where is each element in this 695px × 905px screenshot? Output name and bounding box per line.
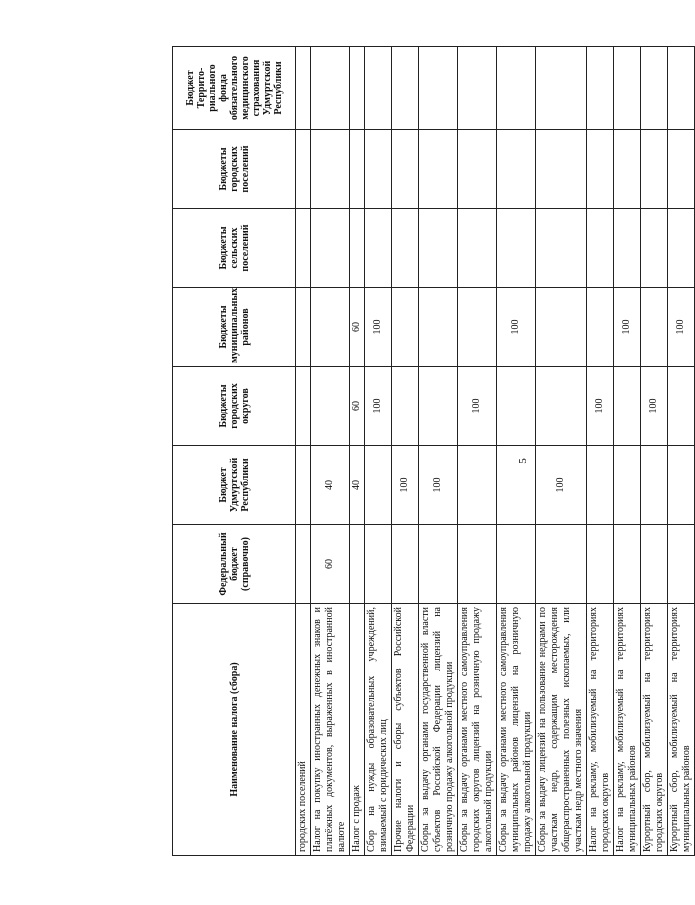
percentage-cell: [311, 130, 350, 209]
percentage-cell: [587, 288, 614, 367]
percentage-cell: [497, 367, 536, 446]
table-body: [296, 47, 695, 856]
percentage-cell: [536, 209, 587, 288]
percentage-cell: [458, 130, 497, 209]
rotated-table-container: [172, 48, 692, 856]
percentage-cell: 100: [458, 367, 497, 446]
percentage-cell: [497, 525, 536, 604]
percentage-cell: [668, 446, 695, 525]
percentage-cell: [614, 367, 641, 446]
table-row: [668, 47, 695, 856]
percentage-cell: 60: [350, 288, 365, 367]
percentage-cell: [350, 130, 365, 209]
tax-name-cell: Курортный сбор, мобилизуемый на территориях городских округов: [641, 604, 668, 856]
header-rural-settlements: Бюджеты сельских поселений: [173, 209, 296, 288]
percentage-cell: [614, 446, 641, 525]
percentage-cell: [614, 47, 641, 130]
header-municipal-districts: Бюджеты муниципальных районов: [173, 288, 296, 367]
percentage-cell: 100: [497, 288, 536, 367]
table-row: [419, 47, 458, 856]
percentage-cell: [365, 130, 392, 209]
header-udmurt-budget: Бюджет Удмуртской Республики: [173, 446, 296, 525]
table-row: [365, 47, 392, 856]
percentage-cell: [458, 525, 497, 604]
percentage-cell: [641, 446, 668, 525]
percentage-cell: [350, 525, 365, 604]
percentage-cell: [668, 367, 695, 446]
header-medical-insurance-fund: Бюджет Террито-риального фонда обязательного медицинского страхования Удмуртской Республики: [173, 47, 296, 130]
percentage-cell: [458, 446, 497, 525]
percentage-cell: 40: [311, 446, 350, 525]
percentage-cell: [587, 525, 614, 604]
percentage-cell: [419, 288, 458, 367]
percentage-cell: [587, 446, 614, 525]
percentage-cell: [392, 367, 419, 446]
percentage-cell: [296, 130, 311, 209]
tax-name-cell: Налог на рекламу, мобилизуемый на территориях городских округов: [587, 604, 614, 856]
percentage-cell: 40: [350, 446, 365, 525]
percentage-cell: [296, 288, 311, 367]
percentage-cell: [587, 209, 614, 288]
tax-name-cell: Налог на покупку иностранных денежных знаков и платёжных документов, выраженных в иностранной валюте: [311, 604, 350, 856]
percentage-cell: [668, 525, 695, 604]
percentage-cell: [350, 47, 365, 130]
percentage-cell: [587, 47, 614, 130]
percentage-cell: [392, 130, 419, 209]
percentage-cell: [497, 446, 536, 525]
percentage-cell: [536, 47, 587, 130]
tax-name-cell: Сборы за выдачу органами местного самоуправления городских округов лицензий на розничную продажу алкогольной продукции: [458, 604, 497, 856]
table-row: [296, 47, 311, 856]
percentage-cell: [641, 209, 668, 288]
percentage-cell: [458, 209, 497, 288]
percentage-cell: [668, 130, 695, 209]
percentage-cell: [497, 47, 536, 130]
tax-name-cell: Налог с продаж: [350, 604, 365, 856]
percentage-cell: [350, 209, 365, 288]
percentage-cell: [311, 47, 350, 130]
percentage-cell: [641, 47, 668, 130]
table-row: [311, 47, 350, 856]
percentage-cell: [641, 288, 668, 367]
percentage-cell: [458, 288, 497, 367]
table-row: [587, 47, 614, 856]
table-row: [641, 47, 668, 856]
percentage-cell: [365, 525, 392, 604]
percentage-cell: [668, 47, 695, 130]
percentage-cell: [296, 47, 311, 130]
percentage-cell: 100: [536, 446, 587, 525]
percentage-cell: [392, 288, 419, 367]
percentage-cell: [458, 47, 497, 130]
header-federal-budget: Федеральный бюджет (справочно): [173, 525, 296, 604]
percentage-cell: [296, 367, 311, 446]
percentage-cell: 100: [587, 367, 614, 446]
page-number: 5: [517, 458, 529, 464]
percentage-cell: 100: [668, 288, 695, 367]
percentage-cell: [536, 130, 587, 209]
percentage-cell: [392, 209, 419, 288]
percentage-cell: [365, 446, 392, 525]
percentage-cell: [536, 367, 587, 446]
percentage-cell: [419, 367, 458, 446]
header-city-districts: Бюджеты городских округов: [173, 367, 296, 446]
percentage-cell: 100: [392, 446, 419, 525]
percentage-cell: [641, 130, 668, 209]
tax-name-cell: Сборы за выдачу органами государственной власти субъектов Российской Федерации лицензий на розничную продажу алкогольной продукции: [419, 604, 458, 856]
percentage-cell: 60: [311, 525, 350, 604]
tax-name-cell: Курортный сбор, мобилизуемый на территориях муниципальных районов: [668, 604, 695, 856]
percentage-cell: 100: [365, 288, 392, 367]
percentage-cell: [392, 525, 419, 604]
percentage-cell: [392, 47, 419, 130]
percentage-cell: [497, 130, 536, 209]
percentage-cell: [296, 446, 311, 525]
percentage-cell: [614, 525, 641, 604]
table-row: [392, 47, 419, 856]
header-urban-settlements: Бюджеты городских поселений: [173, 130, 296, 209]
percentage-cell: [311, 209, 350, 288]
percentage-cell: 100: [365, 367, 392, 446]
percentage-cell: [536, 288, 587, 367]
tax-distribution-table: [172, 46, 695, 856]
percentage-cell: [497, 209, 536, 288]
percentage-cell: [311, 288, 350, 367]
table-row: [614, 47, 641, 856]
percentage-cell: 60: [350, 367, 365, 446]
percentage-cell: [587, 130, 614, 209]
percentage-cell: [296, 209, 311, 288]
percentage-cell: [311, 367, 350, 446]
percentage-cell: 100: [641, 367, 668, 446]
table-row: [350, 47, 365, 856]
percentage-cell: [641, 525, 668, 604]
table-header-row: [173, 47, 296, 856]
tax-name-cell: городских поселений: [296, 604, 311, 856]
header-tax-name: Наименование налога (сбора): [173, 604, 296, 856]
tax-name-cell: Сбор на нужды образовательных учреждений, взимаемый с юридических лиц: [365, 604, 392, 856]
percentage-cell: [536, 525, 587, 604]
table-row: [536, 47, 587, 856]
percentage-cell: [365, 209, 392, 288]
percentage-cell: [614, 209, 641, 288]
tax-name-cell: Прочие налоги и сборы субъектов Российской Федерации: [392, 604, 419, 856]
percentage-cell: [419, 130, 458, 209]
tax-name-cell: Налог на рекламу, мобилизуемый на территориях муниципальных районов: [614, 604, 641, 856]
table-row: [497, 47, 536, 856]
tax-name-cell: Сборы за выдачу лицензий на пользование недрами по участкам недр, содержащим месторождения общераспространенных полезных ископаемых, или участкам недр местного значения: [536, 604, 587, 856]
percentage-cell: [419, 47, 458, 130]
tax-name-cell: Сборы за выдачу органами местного самоуправления муниципальных районов лицензий на розничную продажу алкогольной продукции: [497, 604, 536, 856]
table-row: [458, 47, 497, 856]
percentage-cell: [296, 525, 311, 604]
percentage-cell: [419, 525, 458, 604]
percentage-cell: [419, 209, 458, 288]
percentage-cell: [614, 130, 641, 209]
percentage-cell: 100: [614, 288, 641, 367]
percentage-cell: [365, 47, 392, 130]
percentage-cell: 100: [419, 446, 458, 525]
percentage-cell: [668, 209, 695, 288]
